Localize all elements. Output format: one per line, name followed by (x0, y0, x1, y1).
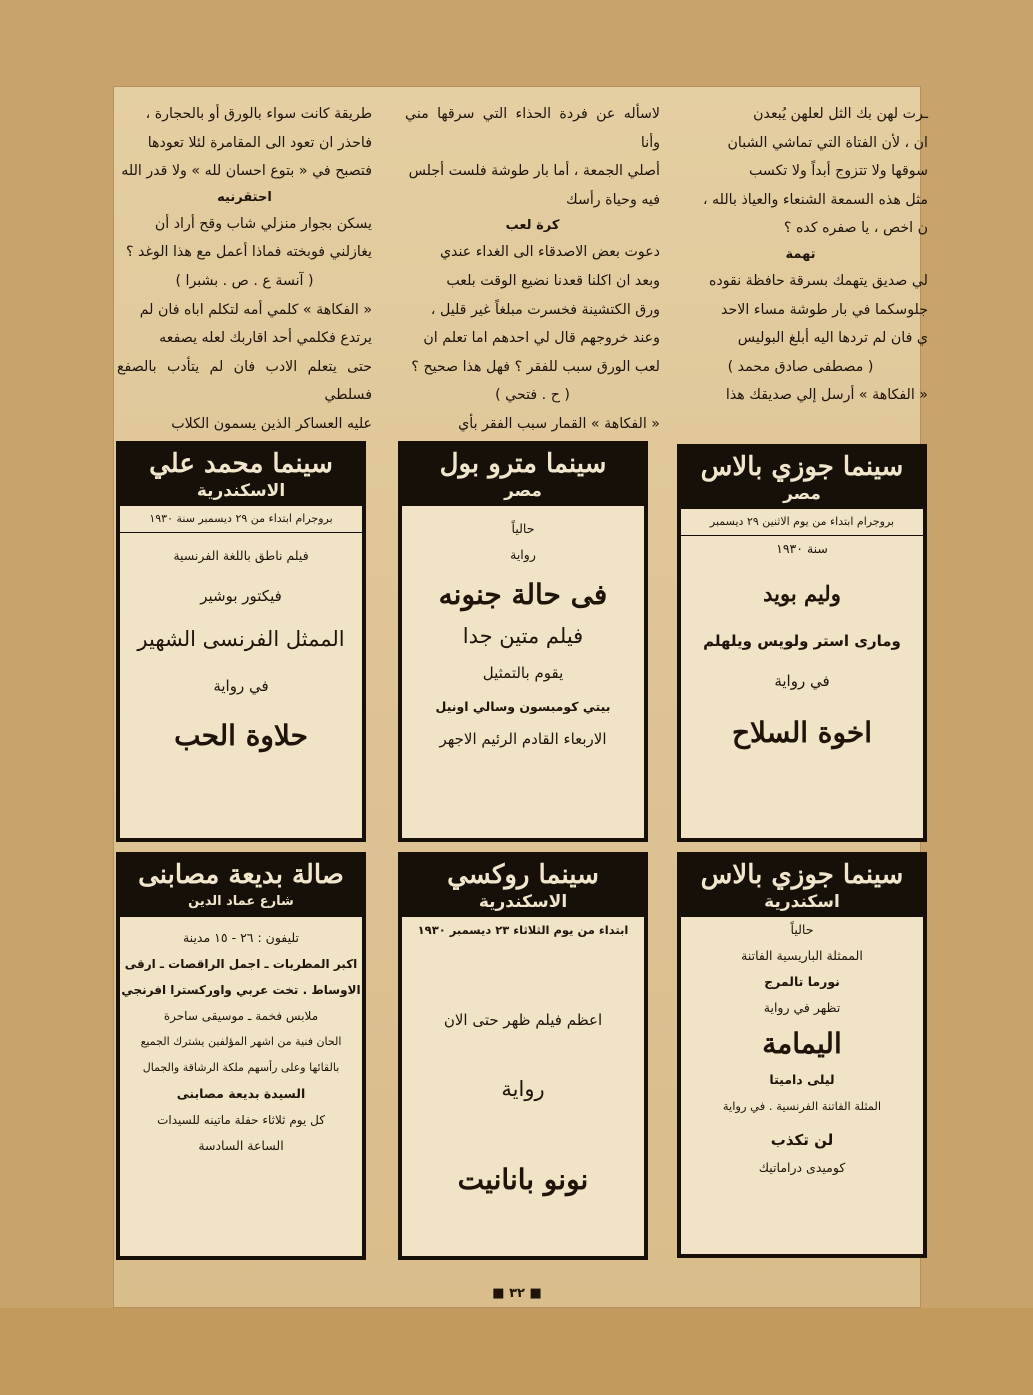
section-heading: كرة لعب (505, 218, 560, 234)
page-number: ■ ٣٢ ■ (492, 1286, 542, 1301)
ad-metropol (398, 441, 648, 842)
ad-title: سينما جوزي بالاس (700, 452, 904, 482)
ad-line: السيدة بديعة مصابنى (176, 1086, 306, 1101)
ad-line: الاربعاء القادم الرئيم الاجهر (439, 730, 607, 748)
text-column-middle (405, 100, 660, 432)
text-column-left (117, 100, 372, 432)
ad-line: ليلى داميتا (769, 1072, 835, 1087)
text-line: وعند خروجهم قال لي احدهم اما تعلم ان (423, 330, 660, 347)
text-line: ي فان لم تردها اليه أبلغ البوليس (737, 330, 928, 347)
ad-line: الساعة السادسة (198, 1138, 284, 1153)
ad-header (402, 856, 644, 917)
text-line: ( ح . فتحي ) (495, 387, 570, 404)
text-line: ـرت لهن بك الثل لعلهن يُبعدن (753, 106, 928, 122)
ad-title: سينما محمد علي (149, 449, 333, 479)
ad-line: ومارى استر ولويس ويلهلم (703, 632, 901, 650)
ad-line: كل يوم ثلاثاء حفلة ماتينه للسيدات (157, 1113, 325, 1127)
text-line: يغازلني فوبخته فماذا أعمل مع هذا الوغد ؟ (125, 244, 372, 261)
text-line: يسكن بجوار منزلي شاب وقح أراد أن (154, 215, 372, 232)
ad-line: رواية (510, 547, 536, 562)
ad-line: كوميدى دراماتيك (758, 1160, 846, 1175)
ad-subtitle: مصر (504, 481, 542, 501)
ad-line: ولیم بوید (763, 581, 841, 606)
ad-title: صالة بديعة مصابنى (138, 860, 344, 890)
ad-subtitle: الاسكندرية (478, 892, 568, 912)
ad-line: فيلم ناطق باللغة الفرنسية (173, 548, 309, 563)
ad-subtitle: مصر (783, 484, 821, 504)
ad-line: الحان فنية من اشهر المؤلفين يشترك الجميع (140, 1035, 342, 1048)
ad-line: الممثلة الباريسية الفاتنة (741, 948, 863, 963)
ad-josy-palace-cairo (677, 444, 927, 842)
ad-title: سينما جوزي بالاس (700, 860, 904, 890)
ad-badia-masabni (116, 852, 366, 1260)
ad-subtitle: شارع عماد الدين (188, 894, 294, 909)
ad-header (402, 445, 644, 506)
text-line: ( آنسة ع . ص . بشبرا ) (175, 272, 314, 289)
ad-header (681, 856, 923, 917)
ad-line: في رواية (213, 677, 269, 695)
ad-line: الممثل الفرنسى الشهير (137, 627, 345, 651)
ad-title: سينما مترو بول (439, 449, 607, 479)
ad-line: حالياً (790, 922, 814, 937)
text-line: وبعد ان اكلنا قعدنا نضيع الوقت بلعب (446, 272, 660, 289)
ad-line: بروجرام ابتداء من ٢٩ ديسمبر سنة ١٩٣٠ (120, 506, 362, 533)
text-line: « الفكاهة » أرسل إلي صديقك هذا (725, 387, 928, 404)
ad-line: بيتي كومبسون وسالي اونيل (435, 699, 611, 714)
text-line: ورق الكتشينة فخسرت مبلغاً غير قليل ، (430, 301, 660, 318)
section-heading: تهمة (785, 246, 816, 262)
ad-line: فى حالة جنونه (438, 578, 608, 611)
ad-line: لن تكذب (770, 1131, 834, 1149)
text-line: مثل هذه السمعة الشنعاء والعياذ بالله ، (702, 191, 928, 208)
ad-header (120, 856, 362, 917)
ad-line: بالقائها وعلى رأسهم ملكة الرشاقة والجمال (142, 1061, 340, 1074)
ad-header (681, 448, 923, 509)
ad-line: اليمامة (762, 1027, 842, 1060)
ad-line: ابتداء من يوم الثلاثاء ٢٣ ديسمبر ١٩٣٠ (417, 923, 629, 937)
ad-line: اكبر المطربات ـ اجمل الراقصات ـ ارقى (124, 957, 358, 971)
text-line: لي صديق يتهمك بسرقة حافظة نقوده (708, 272, 928, 289)
text-line: سوقها ولا تتزوج أبداً ولا تكسب (748, 163, 928, 180)
ad-line: رواية (501, 1077, 545, 1101)
ad-line: حلاوة الحب (174, 719, 308, 752)
text-line: ن اخص ، يا صفره كده ؟ (783, 220, 928, 237)
magazine-page (113, 86, 928, 1308)
text-line: فاحذر ان تعود الى المقامرة لئلا تعودها (147, 134, 372, 151)
text-line: لعب الورق سبب للفقر ؟ فهل هذا صحيح ؟ (411, 358, 660, 375)
text-line: لاسأله عن فردة الحذاء التي سرقها مني وأنا (405, 106, 660, 151)
ad-header (120, 445, 362, 506)
ad-line: بروجرام ابتداء من يوم الاثنين ٢٩ ديسمبر (681, 509, 923, 536)
ad-line: يقوم بالتمثيل (482, 664, 564, 682)
ad-subtitle: اسكندرية (764, 892, 840, 912)
background-band (0, 1308, 1033, 1395)
text-column-right (673, 100, 928, 418)
ad-line: سنة ١٩٣٠ (776, 541, 828, 556)
ad-line: نورما تالمرج (764, 974, 840, 989)
text-line: يرتدع فكلمي أحد اقاربك لعله يصفعه (159, 330, 372, 347)
ad-subtitle: الاسكندرية (196, 481, 286, 501)
ad-line: الاوساط . تخت عربي واوركسترا افرنجي (121, 983, 361, 997)
ad-line: المثلة الفاتنة الفرنسية . في رواية (722, 1099, 882, 1113)
ad-line: حالياً (511, 521, 535, 536)
text-line: عليه العساكر الذين يسمون الكلاب (171, 415, 372, 432)
ad-roxy (398, 852, 648, 1260)
text-line: « الفكاهة » القمار سبب الفقر بأي (458, 415, 660, 432)
section-heading: احتقرنيه (217, 189, 272, 205)
ad-line: تليفون : ٢٦ - ١٥ مدينة (182, 930, 300, 945)
ad-line: نونو بانانيت (457, 1163, 589, 1196)
text-line: طريقة كانت سواء بالورق أو بالحجارة ، (145, 106, 372, 122)
text-line: حتى يتعلم الادب فان لم يتأدب بالصفع فسلطي (117, 358, 372, 404)
ad-line: تظهر في رواية (763, 1000, 841, 1015)
text-line: جلوسكما في بار طوشة مساء الاحد (721, 301, 928, 318)
ad-josy-palace-alexandria (677, 852, 927, 1258)
ad-line: اخوة السلاح (731, 716, 873, 749)
text-line: فيه وحياة رأسك (566, 191, 660, 208)
ad-title: سينما روكسي (447, 860, 599, 890)
ad-line: ملابس فخمة ـ موسيقى ساحرة (163, 1009, 319, 1023)
text-line: أصلي الجمعة ، أما بار طوشة فلست أجلس (408, 163, 660, 180)
text-line: ( مصطفى صادق محمد ) (727, 358, 874, 375)
text-line: « الفكاهة » كلمي أمه لتكلم اباه فان لم (139, 301, 372, 318)
text-line: دعوت بعض الاصدقاء الى الغداء عندي (439, 244, 660, 261)
ad-line: اعظم فيلم ظهر حتى الان (443, 1011, 603, 1029)
ad-mohamed-ali (116, 441, 366, 842)
ad-line: فيكتور بوشير (200, 587, 282, 605)
text-line: ان ، لأن الفتاة التي تماشي الشبان (727, 134, 928, 151)
ad-line: فيلم متين جدا (462, 624, 584, 648)
text-line: فتصبح في « بتوع احسان لله » ولا قدر الله (121, 163, 372, 180)
ad-line: في رواية (774, 672, 830, 690)
